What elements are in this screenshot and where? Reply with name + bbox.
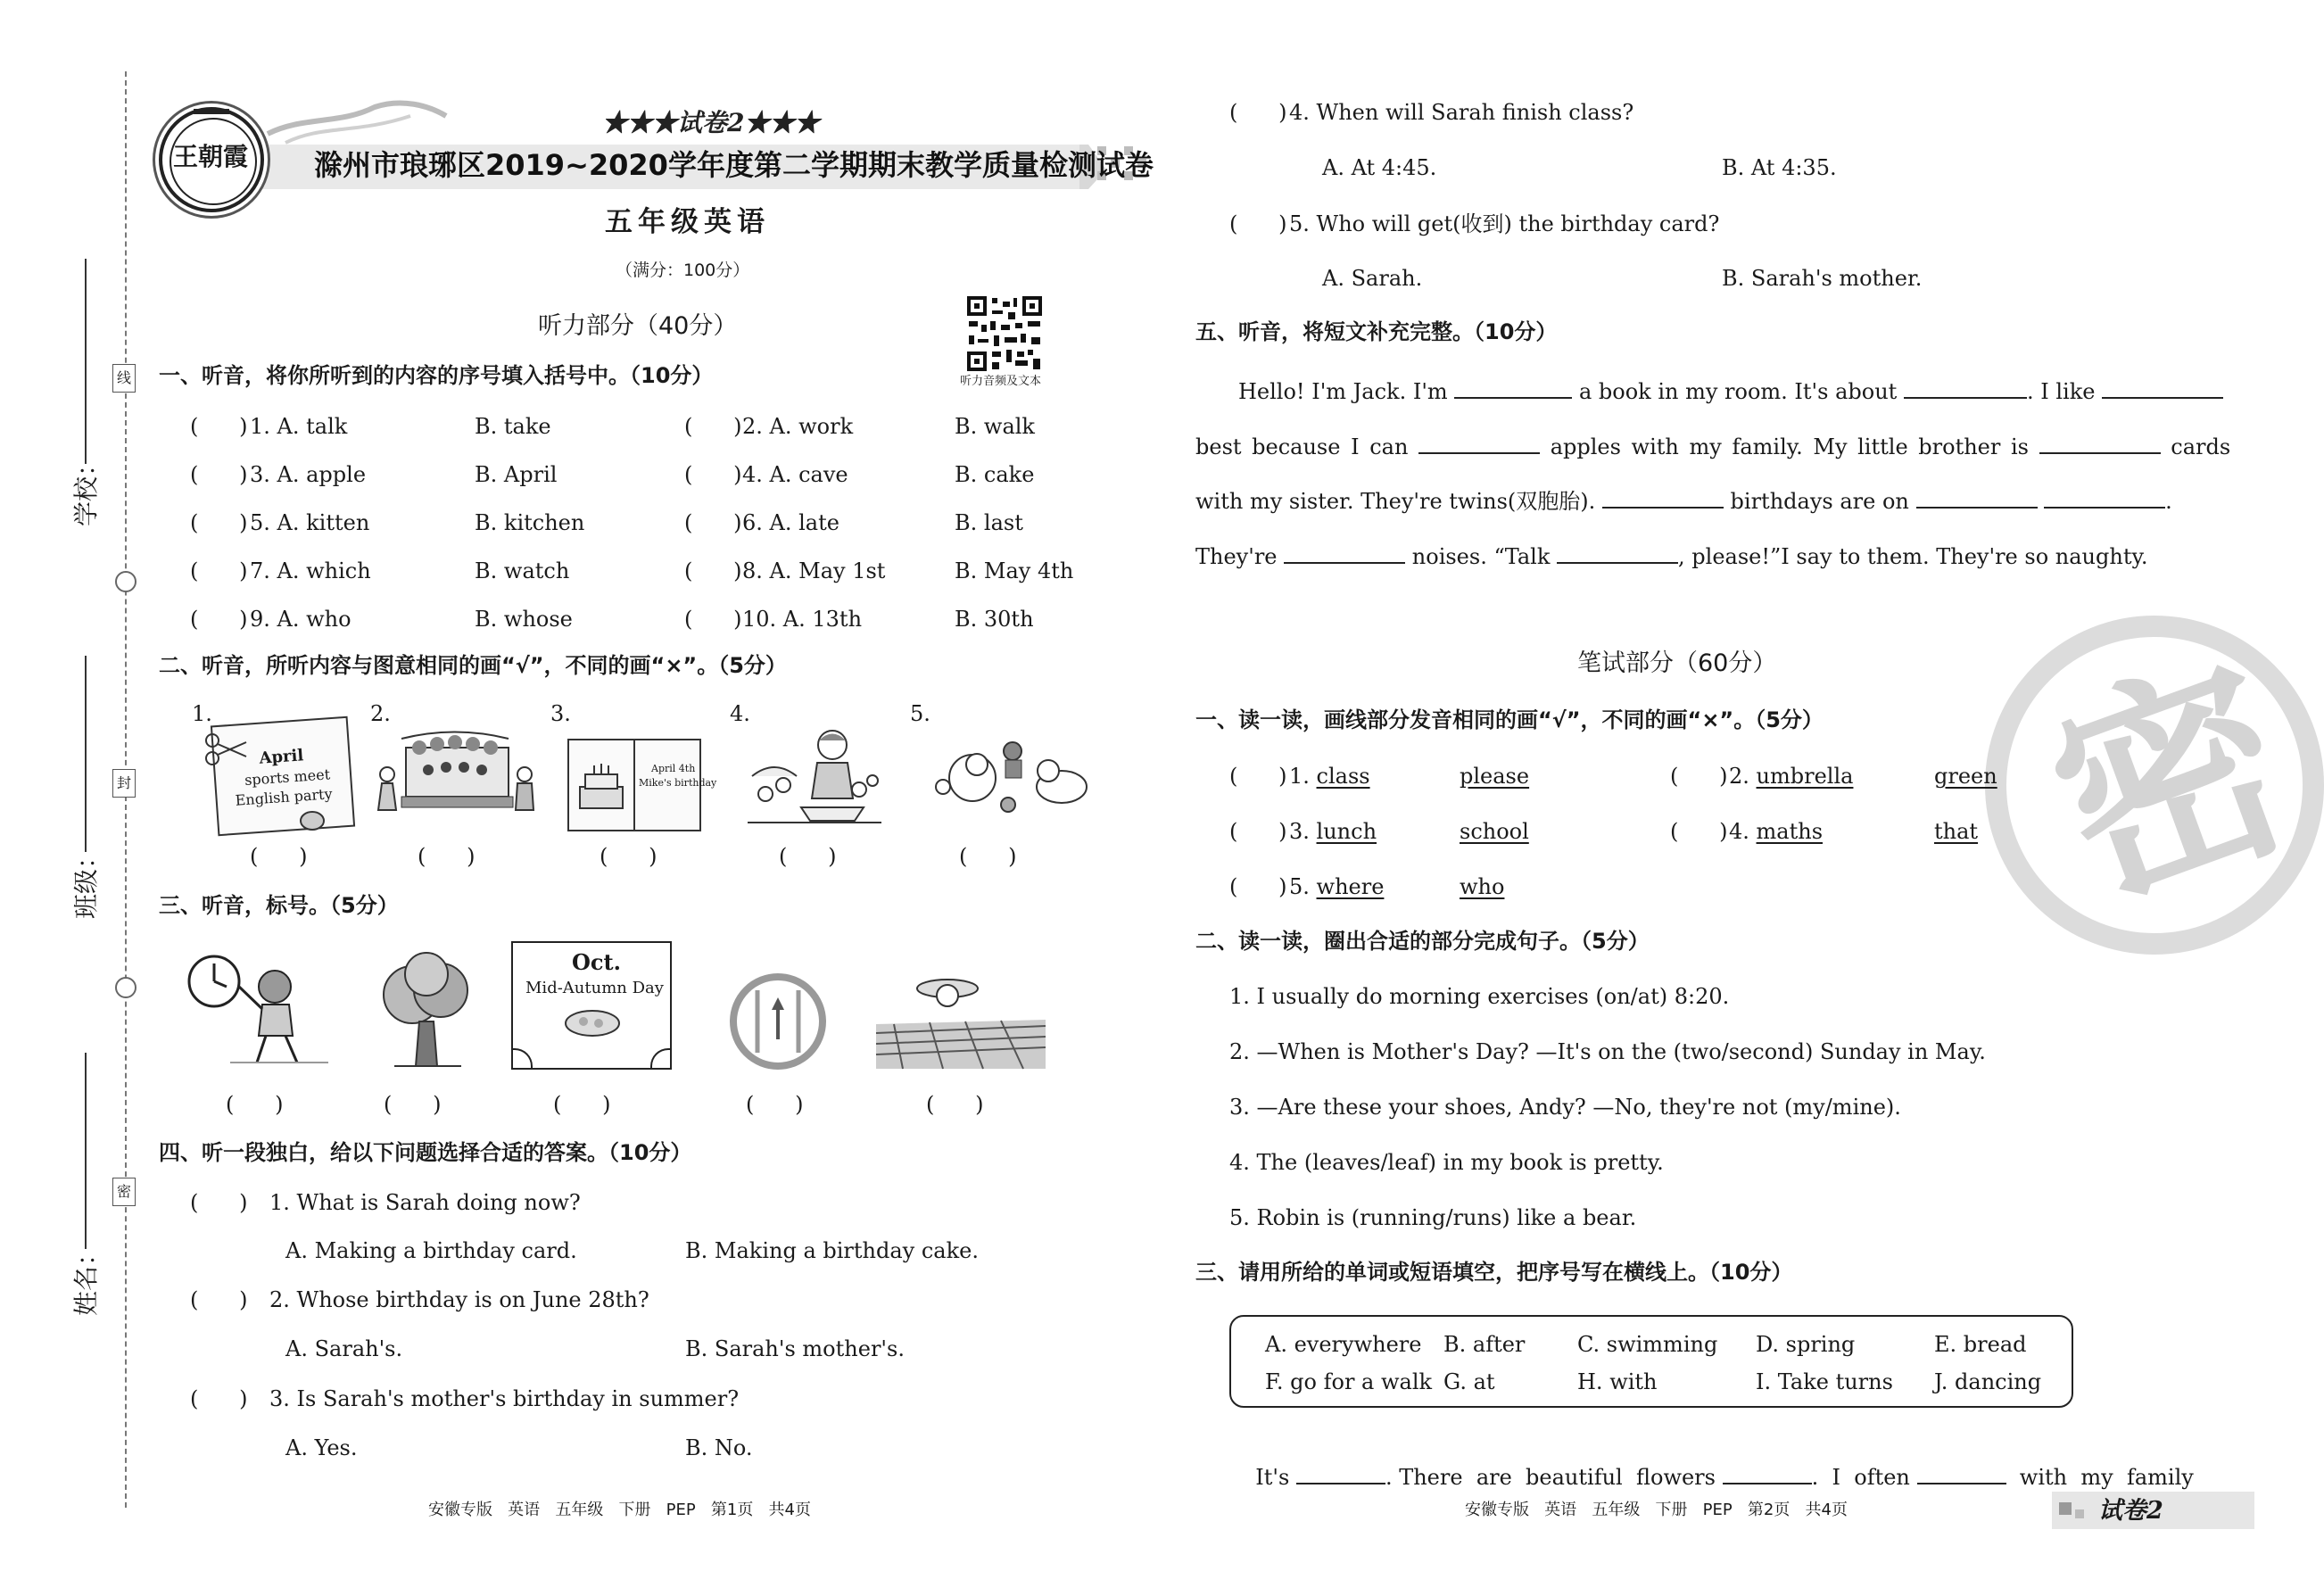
school-field[interactable] <box>67 259 103 526</box>
w1-item-5-b: who <box>1460 874 1505 899</box>
l-s1-item-10: 10. A. 13th <box>742 607 863 632</box>
l-s4-q5-b: B. Sarah's mother. <box>1722 266 1923 291</box>
w-section-2-title: 二、读一读，圈出合适的部分完成句子。（5分） <box>1195 929 1650 954</box>
calendar-festival: Mid-Autumn Day <box>525 979 664 997</box>
w1-item-3-b: school <box>1460 819 1529 844</box>
passage-line-4 <box>1195 542 2147 567</box>
l-s2-pic-3-cake-icon <box>575 760 628 814</box>
passage-text: . I like <box>2026 379 2096 404</box>
poster-line-3: English party <box>235 785 334 809</box>
w3-blank[interactable] <box>1723 1463 1812 1484</box>
word-option: C. swimming <box>1577 1332 1718 1357</box>
name-field[interactable] <box>67 1053 103 1320</box>
name-label: 姓名： <box>71 1240 101 1316</box>
passage-blank[interactable] <box>2044 487 2165 509</box>
l-s4-q1: 1. What is Sarah doing now? <box>269 1190 581 1215</box>
written-heading: 笔试部分（60分） <box>1577 649 1777 677</box>
w1-item-5 <box>1289 876 1384 897</box>
passage-blank[interactable] <box>1904 377 2027 399</box>
word-option: G. at <box>1443 1369 1495 1394</box>
l-s2-num-3: 3. <box>550 701 571 726</box>
l-s1-item-7: 7. A. which <box>250 558 371 583</box>
seal-mark-xian: 线 <box>112 364 136 393</box>
l-s3-pic-5-farmer <box>876 971 1046 1069</box>
mooncake-icon <box>561 1005 624 1041</box>
w1-num: 1. <box>1289 764 1317 789</box>
passage-text: apples with my family. My little brother is <box>1550 434 2029 459</box>
l-s3-answer-4[interactable]: ( ) <box>746 1092 804 1117</box>
l-s4-q4-b: B. At 4:35. <box>1722 155 1837 180</box>
w2-sentence-4: 4. The (leaves/leaf) in my book is pretty. <box>1229 1150 1664 1175</box>
l-s1-item-3-b: B. April <box>475 462 558 487</box>
w-section-1-title: 一、读一读，画线部分发音相同的画“√”，不同的画“×”。（5分） <box>1195 707 1824 732</box>
w1-word-a: where <box>1316 874 1385 899</box>
w2-sentence-1: 1. I usually do morning exercises (on/at) 8:20. <box>1229 984 1730 1009</box>
binding-dot-2 <box>115 977 136 998</box>
card-line-2: Mike's birthday <box>639 777 717 789</box>
w1-item-3 <box>1289 821 1377 842</box>
passage-text: cards <box>2171 434 2231 459</box>
l-s1-item-7-b: B. watch <box>475 558 570 583</box>
footer-right: 安徽专版 英语 五年级 下册 PEP 第2页 共4页 <box>1465 1501 1848 1519</box>
w3-text: . I often <box>1811 1465 1910 1490</box>
l-s2-answer-3[interactable]: ( ) <box>600 844 658 869</box>
passage-line-1 <box>1238 377 2223 402</box>
w3-blank[interactable] <box>1917 1463 2006 1484</box>
passage-text: birthdays are on <box>1730 489 1909 514</box>
l-s1-item-1-b: B. take <box>475 414 551 439</box>
l-s1-item-4-b: B. cake <box>955 462 1035 487</box>
l-s2-answer-4[interactable]: ( ) <box>779 844 837 869</box>
w3-passage-line <box>1242 1442 2194 1488</box>
l-section-1-title: 一、听音，将你所听到的内容的序号填入括号中。（10分） <box>159 363 714 388</box>
l-s1-item-9: 9. A. who <box>250 607 351 632</box>
l-section-5-title: 五、听音，将短文补充完整。（10分） <box>1195 319 1558 344</box>
l-s4-paren-5[interactable]: ( ) <box>1229 211 1287 236</box>
passage-text: best because I can <box>1195 434 1409 459</box>
brand-logo-text: 王朝霞 <box>173 142 249 171</box>
l-s2-num-5: 5. <box>910 701 930 726</box>
l-s3-answer-2[interactable]: ( ) <box>384 1092 442 1117</box>
l-s4-q4-a: A. At 4:45. <box>1322 155 1437 180</box>
l-s1-item-2: 2. A. work <box>742 414 854 439</box>
l-s4-q1-a: A. Making a birthday card. <box>285 1238 577 1263</box>
w3-text: It's <box>1255 1465 1290 1490</box>
passage-text: . <box>2165 489 2172 514</box>
passage-text: They're <box>1195 544 1278 569</box>
l-s1-item-5-b: B. kitchen <box>475 510 585 535</box>
poster-line-1: April <box>258 746 304 768</box>
l-s3-pic-4-straight-sign-icon <box>729 972 827 1071</box>
w1-word-a: umbrella <box>1756 764 1854 789</box>
l-s4-q3: 3. Is Sarah's mother's birthday in summer? <box>269 1386 740 1411</box>
school-label: 学校： <box>71 451 101 526</box>
l-s4-q1-b: B. Making a birthday cake. <box>685 1238 979 1263</box>
l-s1-item-2-b: B. walk <box>955 414 1035 439</box>
passage-blank[interactable] <box>1916 487 2038 509</box>
l-section-3-title: 三、听音，标号。（5分） <box>159 893 399 918</box>
watermark-seal <box>1985 616 2324 955</box>
w1-word-a: class <box>1316 764 1370 789</box>
w1-paren-5[interactable]: ( ) <box>1229 874 1287 899</box>
passage-blank[interactable] <box>1418 433 1540 454</box>
l-s4-paren-3[interactable]: ( ) <box>190 1386 248 1411</box>
w1-paren-2[interactable]: ( ) <box>1670 764 1728 789</box>
l-section-4-title: 四、听一段独白，给以下问题选择合适的答案。（10分） <box>159 1140 692 1165</box>
word-option: H. with <box>1577 1369 1658 1394</box>
word-option: B. after <box>1443 1332 1526 1357</box>
l-s2-answer-2[interactable]: ( ) <box>418 844 476 869</box>
l-s4-paren-2[interactable]: ( ) <box>190 1287 248 1312</box>
exam-title: 滁州市琅琊区2019~2020学年度第二学期期末教学质量检测试卷 <box>314 148 1154 182</box>
l-s1-item-5: 5. A. kitten <box>250 510 370 535</box>
l-s4-q4: 4. When will Sarah finish class? <box>1289 100 1634 125</box>
l-s3-answer-1[interactable]: ( ) <box>226 1092 284 1117</box>
w-section-3-title: 三、请用所给的单词或短语填空，把序号写在横线上。（10分） <box>1195 1260 1793 1285</box>
class-label: 班级： <box>71 843 101 919</box>
passage-blank[interactable] <box>2102 377 2223 399</box>
w1-paren-4[interactable]: ( ) <box>1670 819 1728 844</box>
l-s2-pic-2-party <box>375 730 535 828</box>
l-s4-q2-a: A. Sarah's. <box>285 1336 403 1361</box>
footer-left: 安徽专版 英语 五年级 下册 PEP 第1页 共4页 <box>428 1501 811 1519</box>
l-s1-item-4: 4. A. cave <box>742 462 848 487</box>
footer-tag-bar <box>2052 1492 2254 1529</box>
l-s2-pic-1-scissors-icon <box>203 732 248 767</box>
w1-item-1-b: please <box>1460 764 1530 789</box>
card-line-1: April 4th <box>651 763 696 774</box>
w1-num: 4. <box>1729 819 1757 844</box>
l-s2-pic-4-boy <box>748 723 881 830</box>
binding-dot-1 <box>115 571 136 592</box>
w3-text: . There are beautiful flowers <box>1385 1465 1716 1490</box>
w1-num: 2. <box>1729 764 1757 789</box>
passage-text: a book in my room. It's about <box>1578 379 1898 404</box>
l-s2-num-2: 2. <box>370 701 391 726</box>
l-s4-q2: 2. Whose birthday is on June 28th? <box>269 1287 649 1312</box>
l-section-2-title: 二、听音，所听内容与图意相同的画“√”，不同的画“×”。（5分） <box>159 653 787 678</box>
l-s2-answer-1[interactable]: ( ) <box>250 844 308 869</box>
l-s1-item-8: 8. A. May 1st <box>742 558 886 583</box>
w1-item-1 <box>1289 765 1370 787</box>
full-score: （满分：100分） <box>616 260 750 280</box>
w1-item-4-b: that <box>1934 819 1979 844</box>
l-s2-num-4: 4. <box>730 701 750 726</box>
l-s1-item-10-b: B. 30th <box>955 607 1034 632</box>
footer-tag: 试卷2 <box>2098 1497 2163 1525</box>
passage-text: noises. “Talk <box>1411 544 1551 569</box>
passage-text: Hello! I'm Jack. I'm <box>1238 379 1448 404</box>
l-s4-q3-b: B. No. <box>685 1435 753 1460</box>
l-s1-item-1: 1. A. talk <box>250 414 348 439</box>
passage-blank[interactable] <box>1284 542 1405 564</box>
l-s1-item-8-b: B. May 4th <box>955 558 1074 583</box>
word-option: I. Take turns <box>1756 1369 1893 1394</box>
seal-mark-mi: 密 <box>112 1178 136 1206</box>
word-option: F. go for a walk <box>1265 1369 1433 1394</box>
class-field[interactable] <box>67 656 103 923</box>
l-s2-num-1: 1. <box>192 701 212 726</box>
poster-line-2: sports meet <box>244 765 331 789</box>
l-s1-item-3: 3. A. apple <box>250 462 367 487</box>
passage-blank[interactable] <box>1557 542 1678 564</box>
l-s4-q2-b: B. Sarah's mother's. <box>685 1336 905 1361</box>
w1-item-2 <box>1729 765 1853 787</box>
w1-paren-3[interactable]: ( ) <box>1229 819 1287 844</box>
passage-blank[interactable] <box>1602 487 1724 509</box>
l-s1-item-9-b: B. whose <box>475 607 573 632</box>
w1-word-a: maths <box>1756 819 1824 844</box>
brand-logo <box>159 107 264 212</box>
passage-text: , please!”I say to them. They're so naughty. <box>1678 544 2148 569</box>
qr-code-icon[interactable] <box>965 294 1044 373</box>
l-s4-paren-1[interactable]: ( ) <box>190 1190 248 1215</box>
l-s3-pic-1-clock-girl <box>186 951 328 1067</box>
w2-sentence-2: 2. —When is Mother's Day? —It's on the (two/second) Sunday in May. <box>1229 1039 1986 1064</box>
l-s4-q3-a: A. Yes. <box>285 1435 358 1460</box>
w1-word-a: lunch <box>1316 819 1377 844</box>
seal-mark-feng: 封 <box>112 769 136 798</box>
watermark-char: 密 <box>2022 624 2321 945</box>
passage-line-3 <box>1195 487 2172 512</box>
l-s2-pic-1-ball-icon <box>299 807 326 834</box>
passage-blank[interactable] <box>1454 377 1572 399</box>
l-s3-answer-3[interactable]: ( ) <box>553 1092 611 1117</box>
l-s3-pic-3-calendar <box>511 941 672 1070</box>
subject-title: 五年级英语 <box>605 206 770 238</box>
w1-paren-1[interactable]: ( ) <box>1229 764 1287 789</box>
word-option: D. spring <box>1756 1332 1856 1357</box>
w3-blank[interactable] <box>1296 1463 1385 1484</box>
l-s4-paren-4[interactable]: ( ) <box>1229 100 1287 125</box>
calendar-month: Oct. <box>572 949 621 975</box>
l-s1-item-6: 6. A. late <box>742 510 839 535</box>
ribbon-decoration <box>268 98 446 152</box>
l-s2-pic-5-animals <box>923 733 1102 823</box>
passage-text: with my sister. They're twins(双胞胎). <box>1195 489 1596 514</box>
l-s4-q5-a: A. Sarah. <box>1322 266 1423 291</box>
passage-line-2 <box>1195 433 2230 458</box>
w1-item-4 <box>1729 821 1823 842</box>
w1-num: 3. <box>1289 819 1317 844</box>
passage-blank[interactable] <box>2039 433 2161 454</box>
w2-sentence-5: 5. Robin is (running/runs) like a bear. <box>1229 1205 1637 1230</box>
w1-item-2-b: green <box>1934 764 1997 789</box>
word-option: J. dancing <box>1934 1369 2042 1394</box>
l-s3-answer-5[interactable]: ( ) <box>926 1092 984 1117</box>
l-s2-answer-5[interactable]: ( ) <box>959 844 1017 869</box>
l-s4-q5: 5. Who will get(收到) the birthday card? <box>1289 211 1720 236</box>
listening-heading: 听力部分（40分） <box>538 312 738 340</box>
w1-num: 5. <box>1289 874 1317 899</box>
w2-sentence-3: 3. —Are these your shoes, Andy? —No, they're not (my/mine). <box>1229 1095 1901 1120</box>
w3-text: with my family <box>2019 1465 2194 1490</box>
paper-number: ★★★试卷2★★★ <box>602 108 820 137</box>
word-option: A. everywhere <box>1265 1332 1422 1357</box>
l-s1-item-6-b: B. last <box>955 510 1023 535</box>
l-s3-pic-2-tree <box>376 955 475 1071</box>
word-option: E. bread <box>1934 1332 2027 1357</box>
qr-caption: 听力音频及文本 <box>960 375 1042 388</box>
